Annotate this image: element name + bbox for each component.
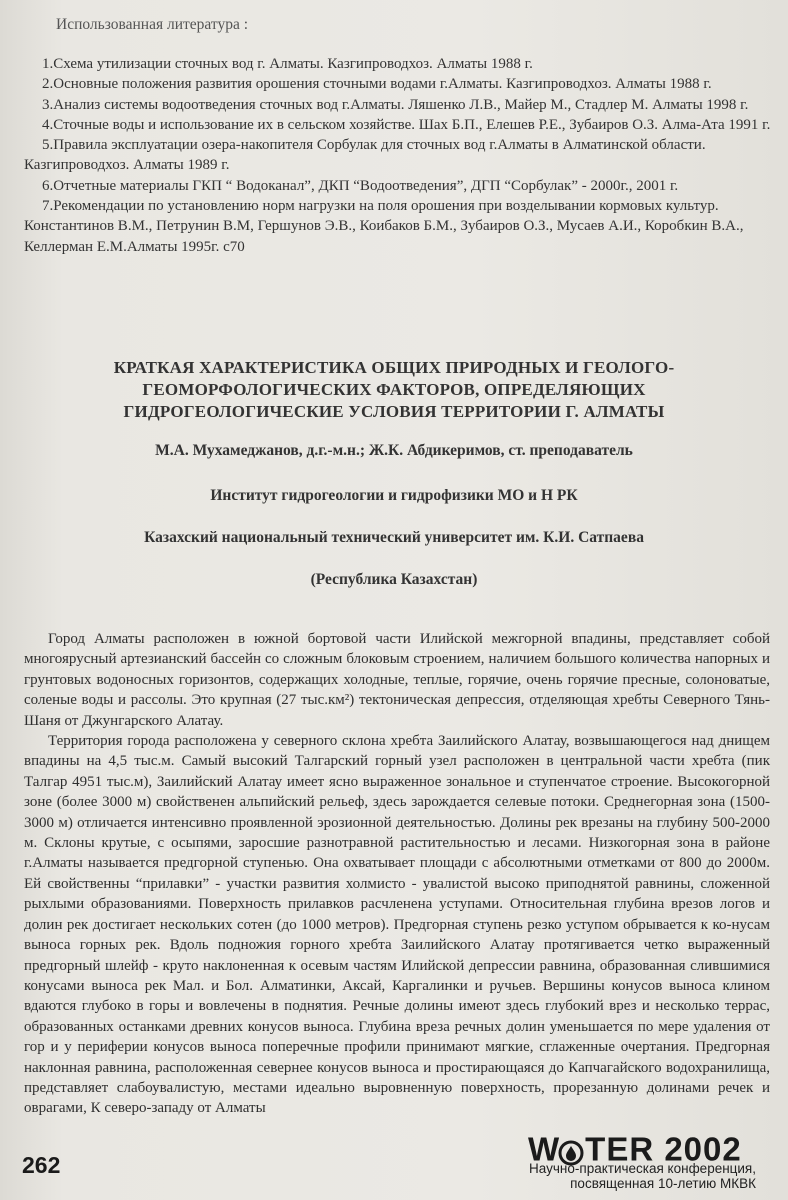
logo-text-right: TER 2002 (585, 1130, 742, 1168)
references-list (24, 54, 776, 257)
article-title: КРАТКАЯ ХАРАКТЕРИСТИКА ОБЩИХ ПРИРОДНЫХ И ГЕОЛОГО-ГЕОМОРФОЛОГИЧЕСКИХ ФАКТОРОВ, ОПРЕДЕЛЯЮЩИХ ГИДРОГЕОЛОГИЧЕСКИЕ УСЛОВИЯ ТЕРРИТОРИИ Г. АЛМАТЫ (113, 358, 675, 421)
reference-item: 6.Отчетные материалы ГКП “ Водоканал”, ДКП “Водоотведения”, ДГП “Сорбулак” - 2000г., 2001 г. (42, 177, 679, 194)
references-heading: Использованная литература : (56, 16, 249, 33)
affiliation-university: Казахский национальный технический университет им. К.И. Сатпаева (144, 529, 644, 546)
water-drop-icon (558, 1136, 584, 1162)
page-number: 262 (22, 1152, 61, 1178)
reference-item: 5.Правила эксплуатации озера-накопителя Сорбулак для сточных вод г.Алматы в Алматинской области. Казгипроводхоз. Алматы 1989 г. (24, 137, 706, 174)
article-authors: М.А. Мухамеджанов, д.г.-м.н.; Ж.К. Абдикеримов, ст. преподаватель (155, 442, 633, 459)
reference-item: 7.Рекомендации по установлению норм нагрузки на поля орошения при возделывании кормовых культур. Константинов В.М., Петрунин В.М, Гершунов Э.В., Коибаков Б.М., Зубаиров О.З., Мусаев А.И., Коробкин В.А., Келлерман Е.М.Алматы 1995г. с70 (24, 198, 744, 255)
affiliation-institute: Институт гидрогеологии и гидрофизики МО и Н РК (210, 487, 578, 504)
body-paragraph: Город Алматы расположен в южной бортовой части Илийской межгорной впадины, представляет собой многоярусный артезианский бассейн со сложным блоковым строением, наличием большого количества напорных и грунтовых водоносных горизонтов, содержащих холодные, теплые, горячие, очень горячие пресные, солоноватые, соленые воды и рассолы. Это крупная (27 тыс.км²) тектоническая депрессия, отделяющая хребты Северного Тянь-Шаня от Джунгарского Алатау. (24, 631, 770, 729)
logo-text-left: W (528, 1130, 561, 1168)
reference-item: 1.Схема утилизации сточных вод г. Алматы. Казгипроводхоз. Алматы 1988 г. (42, 56, 533, 72)
reference-item: 3.Анализ системы водоотведения сточных вод г.Алматы. Ляшенко Л.В., Майер М., Стадлер М. Алматы 1998 г. (42, 96, 749, 113)
affiliation-country: (Республика Казахстан) (310, 571, 478, 588)
conference-caption (450, 1161, 756, 1191)
reference-item: 4.Сточные воды и использование их в сельском хозяйстве. Шах Б.П., Елешев Р.Е., Зубаиров О.З. Алма-Ата 1991 г. (42, 116, 771, 133)
conference-line: Научно-практическая конференция, (529, 1161, 756, 1176)
article-body (24, 629, 770, 1119)
reference-item: 2.Основные положения развития орошения сточными водами г.Алматы. Казгипроводхоз. Алматы 1988 г. (42, 76, 712, 93)
body-paragraph: Территория города расположена у северного склона хребта Заилийского Алатау, возвышающегося над днищем впадины на 4,5 тыс.м. Самый высокий Талгарский горный узел расположен в центральной части хребта (пик Талгар 4951 тыс.м), Заилийский Алатау имеет ясно выраженное зональное и ступенчатое строение. Высокогорной зоне (более 3000 м) свойственен альпийский рельеф, здесь зарождается селевые потоки. Среднегорная зона (1500-3000 м) отличается интенсивно проявленной эрозионной деятельностью. Долины рек врезаны на глубину 500-2000 м. Склоны крутые, с осыпями, заросшие разнотравной растительностью и лесами. Низкогорная зона в районе г.Алматы называется предгорной ступенью. Она охватывает площади с абсолютными отметками от 800 до 2000м. Ей свойственны “прилавки” - участки развития холмисто - увалистой высоко приподнятой равнины, сложенной рыхлыми образованиями. Поверхность прилавков расчленена уступами. Относительная глубина врезов логов и долин рек достигает нескольких сотен (до 1000 метров). Предгорная ступень резко уступом обрывается к ко-нусам выноса горных рек. Вдоль подножия горного хребта Заилийского Алатау протягивается четко выраженный предгорный шлейф - круто наклоненная к осевым частям Илийской депрессии равнина, образованная слившимися конусами выноса рек Мал. и Бол. Алматинки, Аксай, Каргалинки и ручьев. Вершины конусов выноса клином вдаются глубоко в горы и вовлечены в поднятия. Речные долины имеют здесь глубокий врез и несколько террас, образованных останками древних конусов выноса. Глубина вреза речных долин уменьшается по мере удаления от гор и у периферии конусов выноса поперечные профили принимают мягкие, сглаженные очертания. Предгорная наклонная равнина, расположенная севернее конусов выноса и простирающаяся до Капчагайского водохранилища, представляет слабоувалистую, местами идеально выровненную поверхность, прорезанную долинами речек и оврагами, К северо-западу от Алматы (24, 733, 770, 1117)
conference-line: посвященная 10-летию МКВК (570, 1176, 756, 1191)
